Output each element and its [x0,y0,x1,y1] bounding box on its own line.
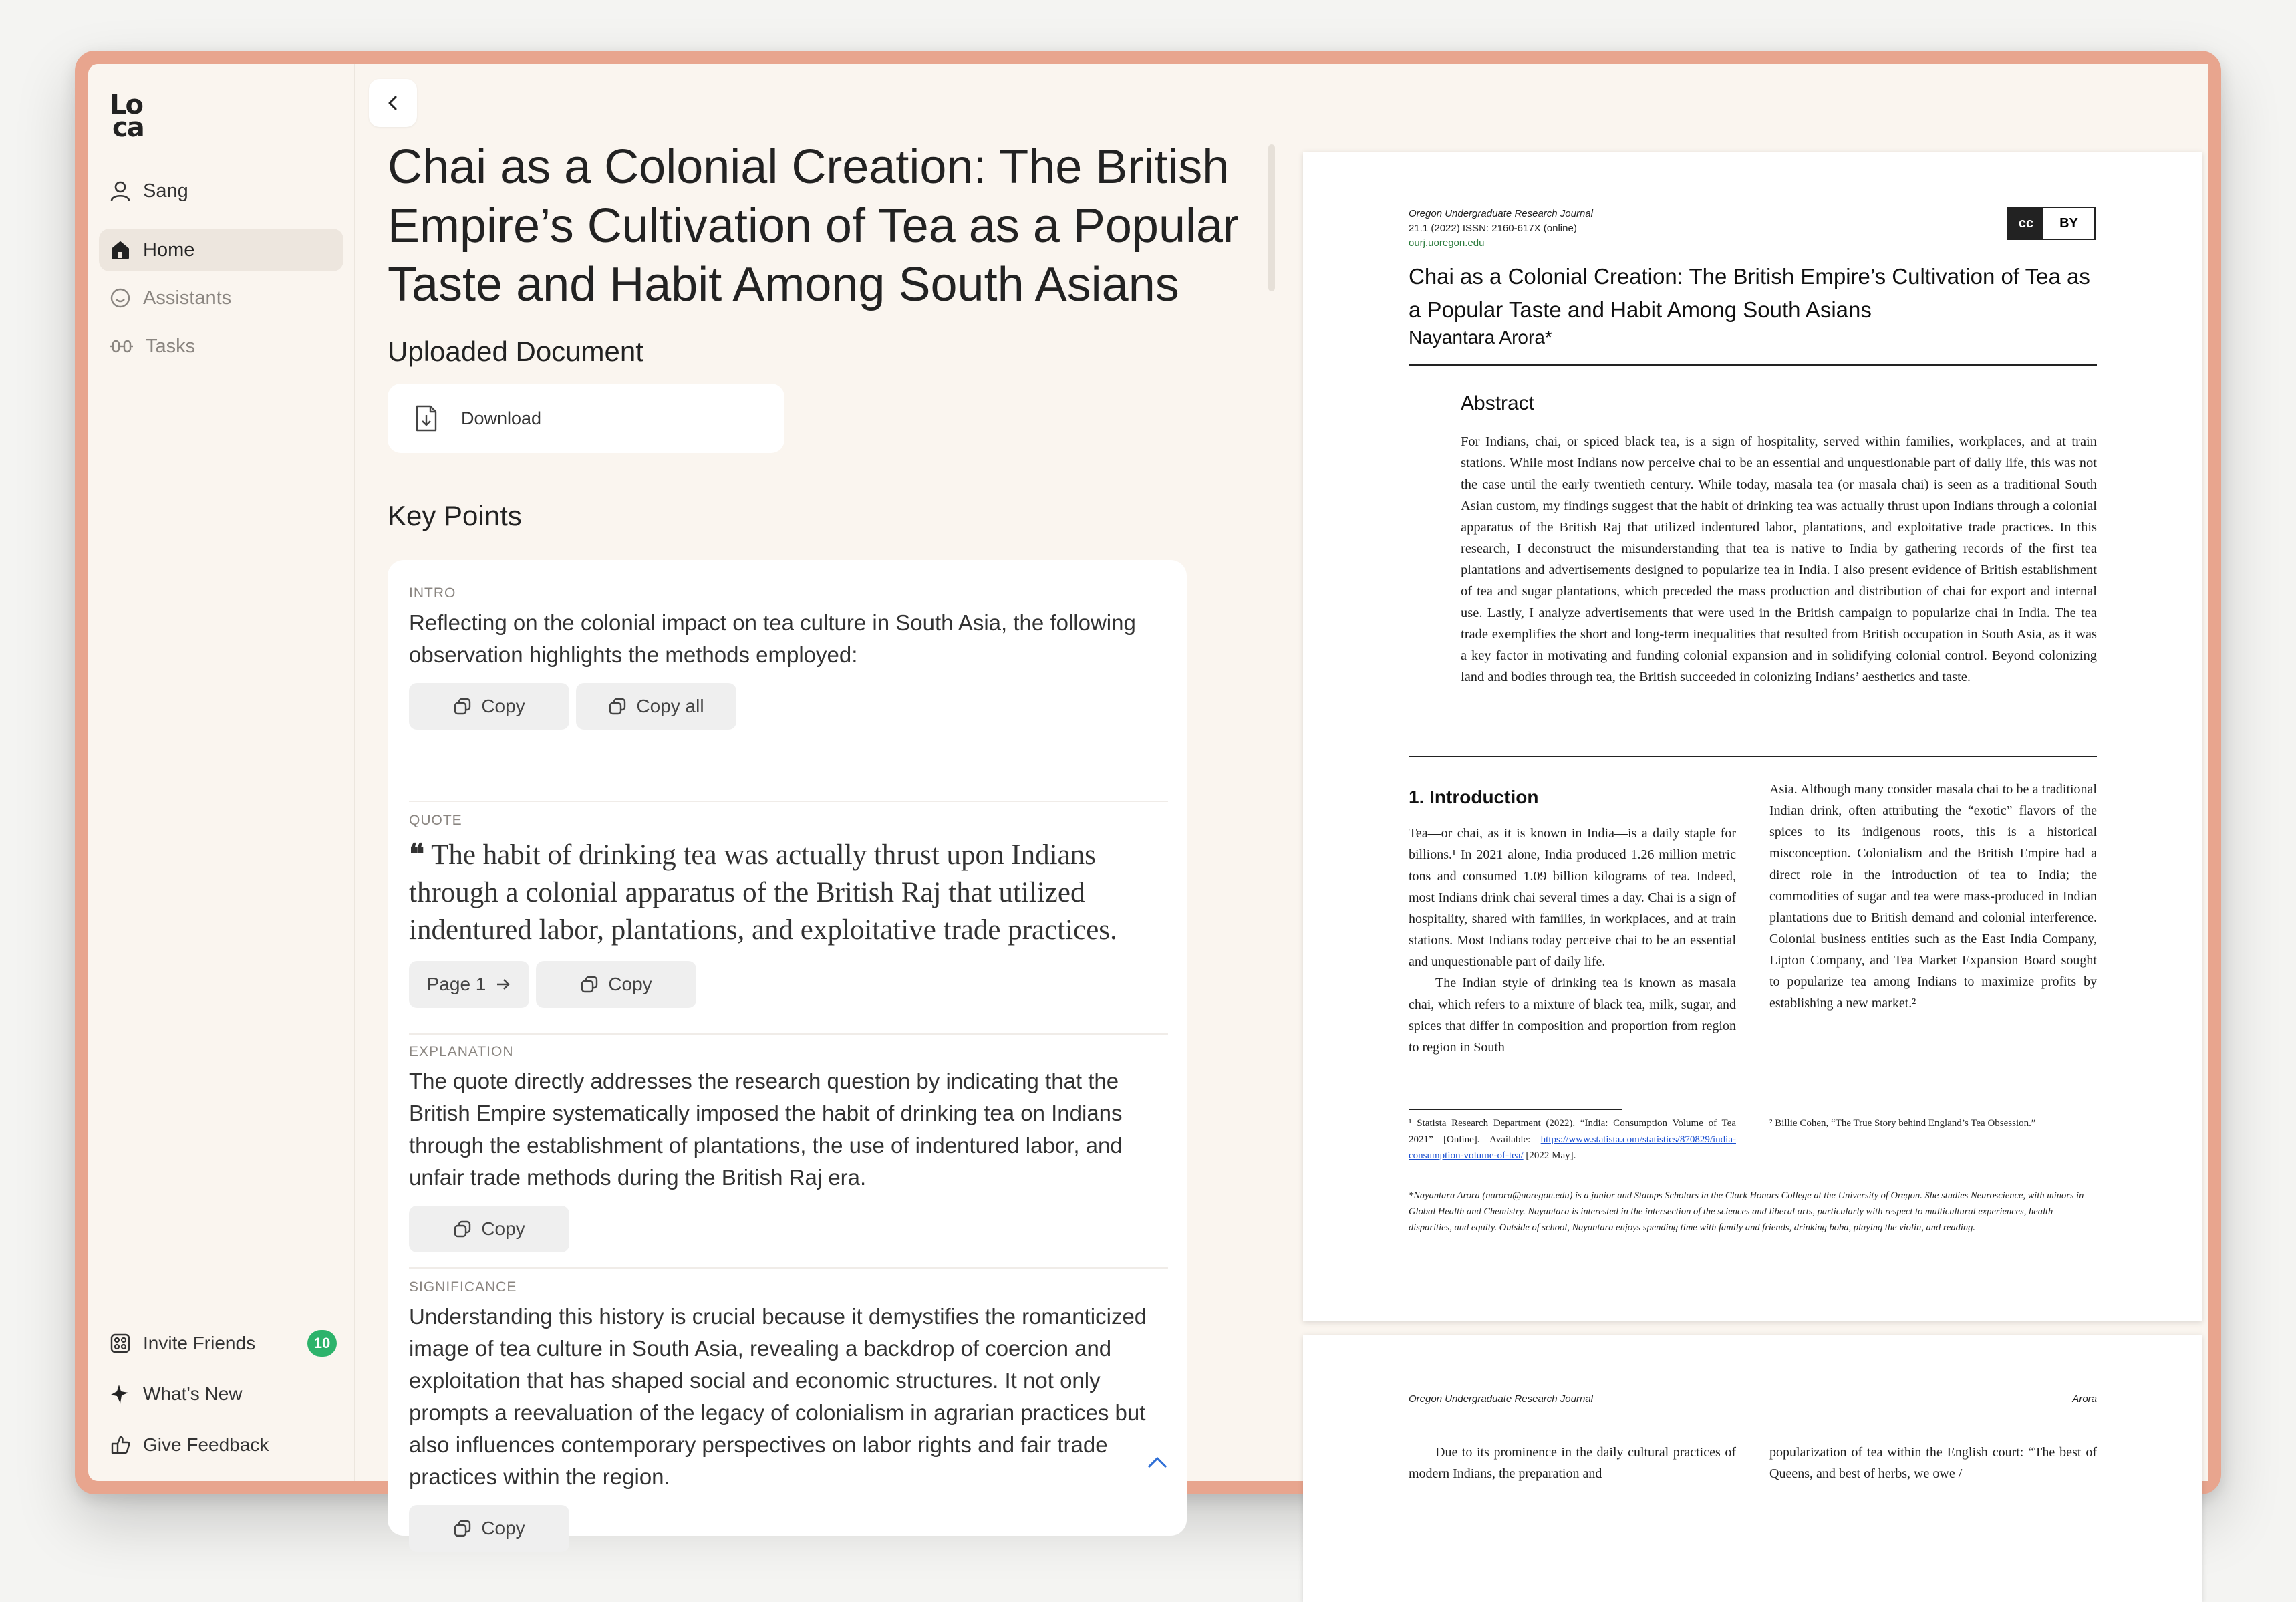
intro-heading: 1. Introduction [1409,787,1539,807]
section-label: QUOTE [409,813,462,828]
smile-icon [110,287,131,309]
uploaded-document-heading: Uploaded Document [388,336,643,367]
give-feedback-label: Give Feedback [143,1434,269,1455]
chevron-up-icon [1144,1453,1171,1472]
give-feedback-button[interactable] [110,1425,337,1465]
journal-meta [1409,207,1593,251]
copy-icon [453,1519,472,1538]
copy-label: Copy [481,1218,525,1239]
key-points-card [388,560,1187,1539]
abstract-text: For Indians, chai, or spiced black tea, is a sign of hospitality, served within families, workplaces, and at train stations. While most Indians now perceive chai to be an essential and unquestionable part of daily life, this was not the case until the early twentieth century. While today, masala tea (or masala chai) is seen as a traditional South Asian custom, my findings suggest that the habit of drinking tea was actually thrust upon Indians through a colonial apparatus of the British Raj that utilized indentured labor, plantations, and exploitative trade practices. In this research, I deconstruct the misunderstanding that tea is native to India by gathering records of the first tea plantations and advertisements designed to popularize tea in India. I also present evidence of British establishment of tea and sugar plantations, which preceded the mass production and distribution of chai for export and internal use. Lastly, I analyze advertisements that were used in the British campaign to popularize chai in India. The tea trade exemplifies the short and long-term inequalities that resulted from British occupation in South Asia, as it was a key factor in motivating and funding colonial expansion and in solidifying colonial control. Beyond colonizing land and bodies through tea, the British succeeded in colonizing Indians’ aesthetics and taste. [1461,434,2097,684]
footnote-1-link[interactable]: https://www.statista.com/statistics/870829/india-consumption-volume-of-tea/ [1409,1134,1736,1161]
journal-issue: 21.1 (2022) ISSN: 2160-617X (online) [1409,223,1577,234]
quote-actions [409,961,1168,1008]
paragraph: Tea—or chai, as it is known in India—is a daily staple for billions.¹ In 2021 alone, India produced 1.26 million metric tons and consumed 1.09 billion kilograms of tea. Indeed, most Indians drink chai several times a day. Chai is a sign of hospitality, shared with families, in workplaces, and at train stations. Most Indians today perceive chai to be an essential and unquestionable part of daily life. [1409,826,1736,969]
nav-tasks[interactable] [99,325,343,368]
sparkle-icon [110,1383,131,1405]
column-1 [1409,823,1736,1058]
intro-text: Reflecting on the colonial impact on tea culture in South Asia, the following observation highlights the methods employed: [409,610,1136,667]
download-label: Download [461,408,542,428]
divider [409,801,1168,802]
page-header-author: Arora [2072,1393,2097,1405]
rule [1409,364,2097,366]
journal-name: Oregon Undergraduate Research Journal [1409,208,1593,219]
document-title: Chai as a Colonial Creation: The British Empire’s Cultivation of Tea as a Popular Taste and Habit Among South Asians [388,140,1240,311]
explanation-actions [409,1206,1168,1252]
author-footnote: *Nayantara Arora (narora@uoregon.edu) is a junior and Stamps Scholars in the Clark Honors College at the University of Oregon. She studies Neuroscience, with minors in Global Health and Chemistry. Nayantara is interested in the intersection of the sciences and liberal arts, particularly with respect to multicultural experiences, health disparities, and equity. Outside of school, Nayantara enjoys spending time with family and friends, drinking boba, playing the violin, and reading. [1409,1190,2084,1233]
divider [409,1033,1168,1035]
whats-new-label: What's New [143,1383,243,1404]
section-label: SIGNIFICANCE [409,1279,517,1295]
pdf-page-2 [1303,1335,2202,1602]
section-label: EXPLANATION [409,1044,514,1059]
app-logo[interactable]: Lo ca [110,90,144,143]
explanation-section [409,1044,1168,1252]
abstract-heading: Abstract [1461,392,1535,414]
footnote-1-text: ¹ Statista Research Department (2022). “India: Consumption Volume of Tea 2021” [Online]. Available: [1409,1118,1736,1145]
nav-home[interactable] [99,229,343,271]
rule [1409,756,2097,757]
divider [409,1267,1168,1269]
footnote-rule [1409,1109,1622,1110]
page-header-journal: Oregon Undergraduate Research Journal [1409,1393,1593,1405]
explanation-text: The quote directly addresses the research question by indicating that the British Empire systematically imposed the habit of drinking tea on Indians through the establishment of plantations, the use of indentured labor, and unfair trade methods during the British Raj era. [409,1069,1123,1190]
whats-new-button[interactable] [110,1374,337,1414]
copy-label: Copy [481,1518,525,1539]
tasks-icon [110,336,134,357]
page-link-button[interactable] [409,961,529,1008]
column-2 [1769,779,2097,1014]
copy-icon [453,697,472,716]
user-profile[interactable] [110,172,188,210]
intro-section [409,585,1168,730]
nav-tasks-label: Tasks [146,335,196,357]
scrollbar[interactable] [1268,144,1275,291]
cc-license-badge [2007,207,2096,240]
invite-friends-button[interactable] [110,1323,337,1363]
page-label: Page 1 [426,974,486,994]
paragraph: The Indian style of drinking tea is known as masala chai, which refers to a mixture of black tea, milk, sugar, and spices that differ in composition and proportion from region to region in South [1409,976,1736,1055]
copy-button[interactable] [409,683,569,730]
user-name: Sang [143,180,188,202]
cc-icon: cc [2009,208,2043,239]
home-icon [110,239,131,261]
copy-all-label: Copy all [636,696,704,716]
collapse-button[interactable] [1144,1453,1171,1472]
quote-mark-icon: ❝ [409,839,425,871]
quote-text: The habit of drinking tea was actually thrust upon Indians through a colonial apparatus of the British Raj that utilized indentured labor, plantations, and exploitative trade practices. [409,839,1117,946]
journal-url[interactable]: ourj.uoregon.edu [1409,237,1485,249]
invite-friends-label: Invite Friends [143,1333,256,1353]
copy-button[interactable] [409,1505,569,1552]
quote-block [409,837,1168,949]
intro-actions [409,683,1168,730]
invite-count-badge: 10 [307,1330,337,1357]
sidebar [88,64,355,1481]
app-content [88,64,2208,1539]
nav-home-label: Home [143,239,195,261]
copy-label: Copy [481,696,525,716]
footnote-1 [1409,1115,1736,1164]
page-2-column-1: Due to its prominence in the daily cultural practices of modern Indians, the preparation and [1409,1445,1736,1481]
pdf-viewer[interactable] [1284,64,2208,1481]
key-points-heading: Key Points [388,500,522,531]
nav-assistants-label: Assistants [143,287,232,309]
footnote-1-tail: [2022 May]. [1523,1150,1576,1161]
footnote-2: ² Billie Cohen, “The True Story behind England’s Tea Obsession.” [1769,1118,2036,1129]
feedback-icon [110,1434,131,1456]
significance-text: Understanding this history is crucial because it demystifies the romanticized image of tea culture in South Asia, revealing a backdrop of coercion and exploitation that has shaped social and economic structures. It not only prompts a reevaluation of the legacy of colonialism in agrarian practices but also influences contemporary perspectives on labor rights and fair trade practices within the region. [409,1304,1147,1489]
copy-icon [453,1220,472,1238]
invite-icon [110,1333,131,1354]
paper-author: Nayantara Arora* [1409,327,1552,348]
file-download-icon [414,404,438,433]
copy-icon [580,975,599,994]
user-icon [110,180,131,202]
chevron-left-icon [384,94,402,112]
copy-icon [608,697,627,716]
significance-actions [409,1505,1168,1552]
page-header [1409,1393,2097,1405]
arrow-right-icon [495,976,511,992]
paper-title: Chai as a Colonial Creation: The British Empire’s Cultivation of Tea as a Popular Taste and Habit Among South Asians [1409,264,2090,322]
page-2-column-2: popularization of tea within the English court: “The best of Queens, and best of herbs, we owe / [1769,1445,2097,1481]
app-window [75,51,2221,1539]
significance-section [409,1279,1168,1552]
copy-button[interactable] [536,961,696,1008]
download-button[interactable] [388,384,784,453]
copy-all-button[interactable] [576,683,736,730]
pdf-page-1 [1303,152,2202,1321]
nav-assistants[interactable] [99,277,343,319]
paragraph: Asia. Although many consider masala chai to be a traditional Indian drink, often attributing the “exotic” flavors of the spices to its indigenous roots, this is a historical misconception. Colonialism and the British Empire had a direct role in the introduction of tea to India; the commodities of sugar and tea were mass-produced in Indian plantations due to British demand and colonial interference. Colonial business entities such as the East India Company, Lipton Company, and Tea Market Expansion Board sought to popularize tea among Indians to maximize profits by establishing a new market.² [1769,782,2097,1011]
copy-label: Copy [608,974,652,994]
by-icon: BY [2059,215,2078,231]
copy-button[interactable] [409,1206,569,1252]
back-button[interactable] [369,79,417,127]
section-label: INTRO [409,585,456,601]
quote-section [409,813,1168,1008]
